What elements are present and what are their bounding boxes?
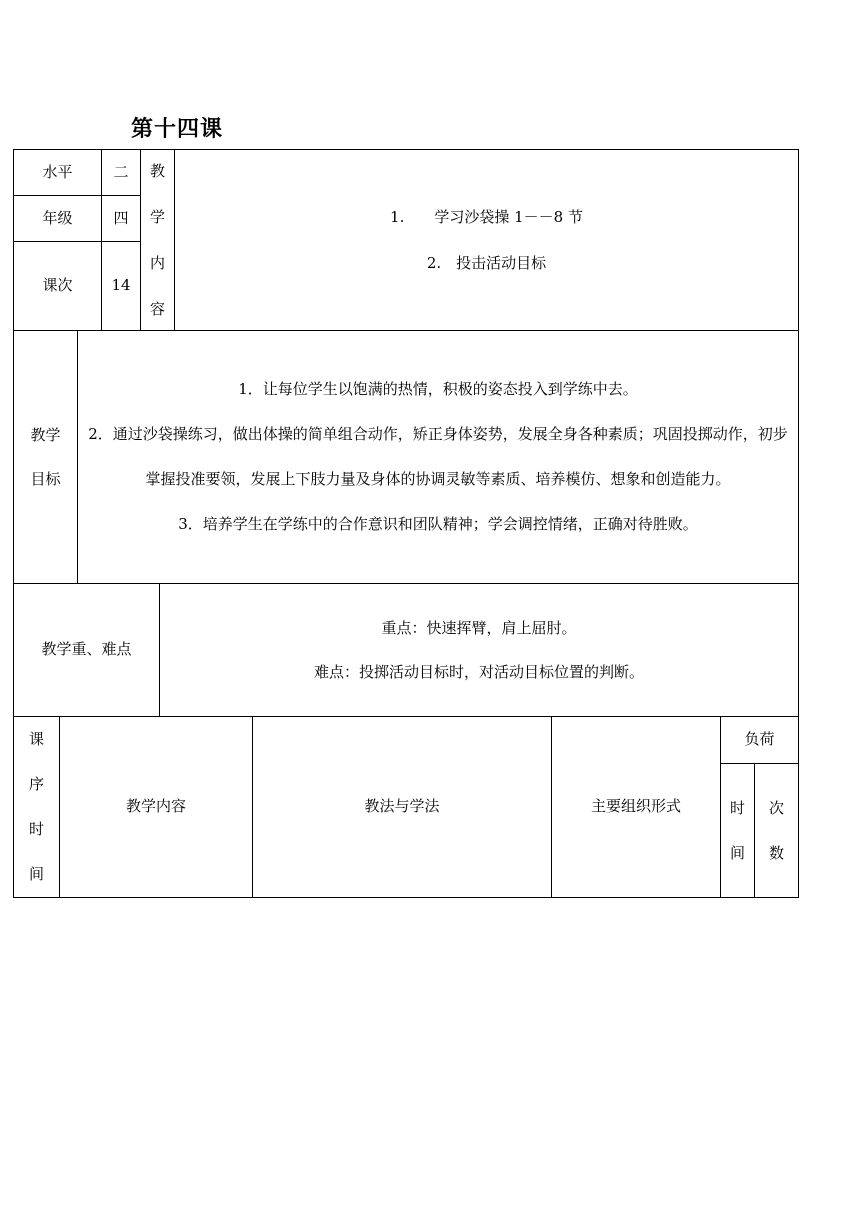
- content-item: 2. 投击活动目标: [426, 254, 547, 272]
- focus-label-cell: [13, 583, 160, 717]
- sequence-label-cell: [13, 716, 60, 898]
- sequence-label-char: 课: [28, 730, 44, 748]
- objective-item: 3．培养学生在学练中的合作意识和团队精神；学会调控情绪，正确对待胜败。: [178, 515, 698, 533]
- sequence-label-char: 间: [28, 865, 44, 883]
- focus-content-cell: [159, 583, 799, 717]
- lesson-no-value-cell: [101, 241, 141, 331]
- method-column-header: [252, 716, 552, 898]
- method-column-label: 教法与学法: [364, 797, 440, 816]
- content-item: 1. 学习沙袋操 1－－8 节: [390, 208, 583, 226]
- count-label-char: 次: [768, 798, 784, 817]
- content-label-char: 容: [149, 300, 165, 318]
- lesson-no-label: 课次: [42, 276, 73, 295]
- lesson-no-value: 14: [111, 276, 131, 295]
- grade-value-cell: [101, 195, 141, 242]
- load-label: 负荷: [744, 730, 775, 749]
- objective-item: 2．通过沙袋操练习，做出体操的简单组合动作，矫正身体姿势，发展全身各种素质；巩固投掷动作，初步掌握投准要领，发展上下肢力量及身体的协调灵敏等素质、培养模仿、想象和创造能力。: [88, 425, 788, 488]
- lesson-no-label-cell: [13, 241, 102, 331]
- grade-label-cell: [13, 195, 102, 242]
- difficulty: 难点：投掷活动目标时，对活动目标位置的判断。: [313, 663, 644, 681]
- objectives-content-cell: [77, 330, 799, 584]
- time-column-header: [720, 763, 755, 898]
- count-column-header: [754, 763, 799, 898]
- load-header: [720, 716, 799, 764]
- content-column-label: 教学内容: [125, 797, 186, 816]
- page-title: 第十四课: [131, 117, 224, 142]
- content-column-header: [59, 716, 253, 898]
- content-label-cell: [140, 149, 175, 331]
- content-label-char: 内: [149, 254, 165, 272]
- sequence-label-char: 时: [28, 820, 44, 838]
- grade-label: 年级: [42, 208, 73, 227]
- content-items-cell: [174, 149, 799, 331]
- time-label-char: 时: [729, 798, 745, 817]
- level-value: 二: [113, 162, 129, 181]
- objectives-label-cell: [13, 330, 78, 584]
- sequence-label-char: 序: [28, 775, 44, 793]
- count-label-char: 数: [768, 843, 784, 862]
- content-label-char: 学: [149, 208, 165, 226]
- organization-column-header: [551, 716, 721, 898]
- level-label: 水平: [42, 162, 73, 181]
- focus-label: 教学重、难点: [41, 640, 132, 659]
- key-point: 重点：快速挥臂，肩上屈肘。: [381, 619, 577, 637]
- content-label-char: 教: [149, 162, 165, 180]
- objectives-label-line: 教学: [30, 426, 61, 444]
- grade-value: 四: [113, 208, 129, 227]
- level-value-cell: [101, 149, 141, 196]
- organization-column-label: 主要组织形式: [590, 797, 681, 816]
- time-label-char: 间: [729, 843, 745, 862]
- objectives-label-line: 目标: [30, 470, 61, 488]
- level-label-cell: [13, 149, 102, 196]
- objective-item: 1．让每位学生以饱满的热情，积极的姿态投入到学练中去。: [238, 380, 638, 398]
